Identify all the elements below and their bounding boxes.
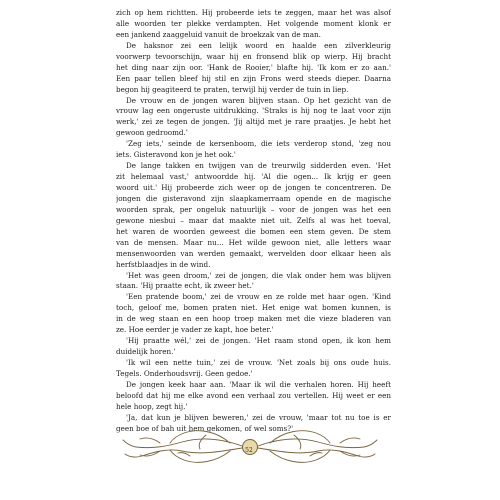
text-line: van de mensen. Maar nu... Het wilde gewoon niet, alle letters waar [116,237,391,247]
text-line: woorden sprak, per ongeluk natuurlijk – voor de jongen was het een [116,204,391,214]
text-line: alle woorden ter plekke verdampten. Het volgende moment klonk er [116,18,391,28]
text-line: herfstblaadjes in de wind. [116,259,211,269]
text-line: mensenwoorden van werden gemaakt, wervelden door elkaar heen als [116,248,391,258]
text-line: 'Ja, dat kun je blijven beweren,' zei de vrouw, 'maar tot nu toe is er [126,412,391,422]
text-line: staan. 'Hij praatte echt, ik zweer het.' [116,281,254,291]
text-line: gewoon gedroomd.' [116,128,188,138]
page-number: 52 [245,447,253,454]
text-line: jongen die gisteravond zijn slaapkamerraam opende en de magische [116,193,391,203]
text-line: Tegels. Onderhoudsvrij. Geen gedoe.' [116,368,253,378]
text-line: het ding naar zijn oor. 'Hank de Rooier,' blafte hij. 'Ik kom er zo aan.' [116,62,391,72]
text-line: zit helemaal vast,' antwoordde hij. 'Al die ogen... Ik krijg er geen [116,172,391,182]
text-line: toch, geloof me, bomen praten niet. Het enige wat bomen kunnen, is [116,303,391,313]
text-line: 'Hij praatte wél,' zei de jongen. 'Het raam stond open, ik kon hem [126,336,391,346]
text-line: 'Ik wil een nette tuin,' zei de vrouw. 'Net zoals bij ons oude huis. [126,358,391,367]
text-line: De haksnor zei een lelijk woord en haalde een zilverkleurig [126,40,391,50]
text-line: zich op hem richtten. Hij probeerde iets te zeggen, maar het was alsof [116,8,391,17]
text-line: begon hij geagiteerd te praten, terwijl hij verder de tuin in liep. [116,84,349,94]
text-line: duidelijk horen.' [116,347,176,357]
text-line: ze. Hoe eerder je vader ze kapt, hoe beter.' [116,325,274,335]
text-line: het waren de woorden geweest die bomen een stem geven. De stem [116,226,391,236]
text-line: 'Het was geen droom,' zei de jongen, die vlak onder hem was blijven [126,270,391,280]
text-line: De lange takken en twijgen van de treurwilg sidderden even. 'Het [126,161,391,171]
body-text [116,8,391,435]
text-line: woord uit.' Hij probeerde zich weer op de jongen te concentreren. De [116,183,391,192]
text-line: in de weg staan en een hoop troep maken met die vieze bladeren van [116,314,391,324]
text-line: iets. Gisteravond kon je het ook.' [116,150,236,160]
text-line: vrouw lag een ongeruste uitdrukking. 'Straks is hij nog te laat voor zijn [116,106,391,116]
text-line: voorwerp tevoorschijn, waar hij en fronsend blik op wierp. Hij bracht [116,51,391,61]
text-line: 'Een pratende boom,' zei de vrouw en ze rolde met haar ogen. 'Kind [126,292,391,302]
text-line: De jongen keek haar aan. 'Maar ik wil die verhalen horen. Hij heeft [126,379,391,389]
text-line: Een paar tellen bleef hij stil en zijn Frons werd steeds dieper. Daarna [116,73,391,83]
text-line: De vrouw en de jongen waren blijven staan. Op het gezicht van de [126,95,391,105]
text-line: werk,' zei ze tegen de jongen. 'Jij altijd met je rare praatjes. Je hebt het [116,117,391,127]
text-line: 'Zeg iets,' seinde de kersenboom, die iets verderop stond, 'zeg nou [126,139,391,149]
text-line: hele hoop, zegt hij.' [116,401,188,411]
text-line: een jankend zaaggeluid vanuit de broekzak van de man. [116,29,321,39]
text-line: gewone niesbui – maar dat maakte niet uit. Zelfs al was het toeval, [116,215,391,225]
text-line: geen boe of bah uit hem gekomen, of wel soms?' [116,423,294,433]
text-line: beloofd dat hij me elke avond een verhaal zou vertellen. Hij weet er een [116,390,391,400]
